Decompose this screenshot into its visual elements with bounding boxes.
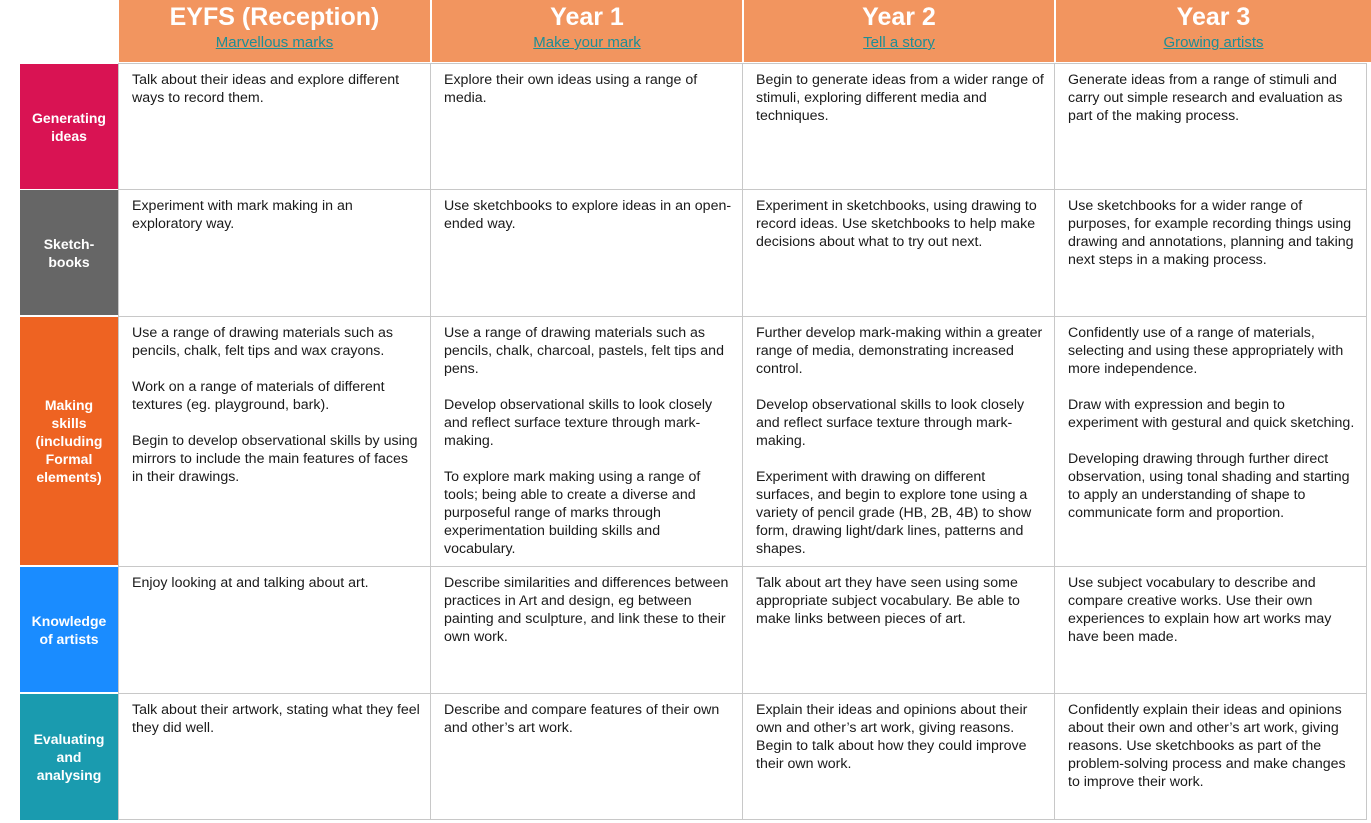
table-cell <box>1055 567 1367 694</box>
cell-text: Developing drawing through further direct observation, using tonal shading and starting to apply an understanding of shape to communicate form and proportion. <box>1068 451 1350 521</box>
table-cell <box>119 317 431 567</box>
column-topic-link[interactable]: Tell a story <box>863 34 935 51</box>
cell-text: Work on a range of materials of different textures (eg. playground, bark). <box>132 379 385 413</box>
table-cell <box>119 64 431 190</box>
table-cell <box>743 567 1055 694</box>
table-cell <box>431 694 743 820</box>
table-cell <box>431 64 743 190</box>
column-title: EYFS (Reception) <box>169 3 380 31</box>
row-label-evaluating-and-analysing: Evaluating and analysing <box>20 694 118 820</box>
cell-text: Describe and compare features of their own and other’s art work. <box>444 702 720 736</box>
cell-text: Develop observational skills to look closely and reflect surface texture through mark-making. <box>444 397 713 449</box>
table-cell <box>119 694 431 820</box>
cell-text: Explain their ideas and opinions about their own and other’s art work, giving reasons. Begin to talk about how they could improve their own work. <box>756 702 1028 772</box>
column-header-year-1 <box>432 0 742 62</box>
table-cell <box>431 190 743 317</box>
column-header-year-2 <box>744 0 1054 62</box>
row-label-making-skills: Making skills (including Formal elements) <box>20 317 118 565</box>
cell-text: Use subject vocabulary to describe and compare creative works. Use their own experiences to explain how art works may have been made. <box>1068 575 1332 645</box>
cell-text: Begin to develop observational skills by using mirrors to include the main features of faces in their drawings. <box>132 433 418 485</box>
cell-text: Use sketchbooks to explore ideas in an open-ended way. <box>444 198 732 232</box>
cell-text: Enjoy looking at and talking about art. <box>132 575 369 591</box>
table-cell <box>743 64 1055 190</box>
table-cell <box>119 567 431 694</box>
column-topic-link[interactable]: Growing artists <box>1163 34 1264 51</box>
cell-text: Further develop mark-making within a greater range of media, demonstrating increased control. <box>756 325 1043 377</box>
table-cell <box>1055 190 1367 317</box>
cell-text: Use a range of drawing materials such as pencils, chalk, charcoal, pastels, felt tips and pens. <box>444 325 724 377</box>
cell-text: Describe similarities and differences between practices in Art and design, eg between painting and sculpture, and link these to their own work. <box>444 575 729 645</box>
cell-text: Begin to generate ideas from a wider range of stimuli, exploring different media and techniques. <box>756 72 1044 124</box>
cell-text: Confidently explain their ideas and opinions about their own and other’s art work, giving reasons. Use sketchbooks as part of the problem-solving process and make changes to improve their work. <box>1068 702 1346 790</box>
cell-text: Experiment with drawing on different surfaces, and begin to explore tone using a variety of pencil grade (HB, 2B, 4B) to show form, drawing light/dark lines, patterns and shapes. <box>756 469 1032 557</box>
table-cell <box>743 317 1055 567</box>
table-cell <box>1055 64 1367 190</box>
column-topic-link[interactable]: Marvellous marks <box>215 34 334 51</box>
table-cell <box>743 190 1055 317</box>
cell-text: Use a range of drawing materials such as pencils, chalk, felt tips and wax crayons. <box>132 325 394 359</box>
row-label-sketchbooks: Sketch-books <box>20 190 118 315</box>
table-cell <box>1055 317 1367 567</box>
column-header-year-3 <box>1056 0 1371 62</box>
column-header-eyfs <box>119 0 430 62</box>
column-topic-link[interactable]: Make your mark <box>533 34 641 51</box>
column-title: Year 3 <box>1176 3 1251 31</box>
table-cell <box>1055 694 1367 820</box>
row-label-generating-ideas: Generating ideas <box>20 64 118 189</box>
cell-text: Draw with expression and begin to experiment with gestural and quick sketching. <box>1068 397 1355 431</box>
cell-text: Experiment with mark making in an exploratory way. <box>132 198 353 232</box>
table-cell <box>431 317 743 567</box>
cell-text: Use sketchbooks for a wider range of purposes, for example recording things using drawing and annotations, planning and taking next steps in a making process. <box>1068 198 1354 268</box>
cell-text: Confidently use of a range of materials, selecting and using these appropriately with more independence. <box>1068 325 1344 377</box>
table-cell <box>431 567 743 694</box>
cell-text: Talk about their artwork, stating what they feel they did well. <box>132 702 420 736</box>
row-label-knowledge-of-artists: Knowledge of artists <box>20 567 118 692</box>
column-title: Year 2 <box>862 3 936 31</box>
cell-text: Explore their own ideas using a range of media. <box>444 72 698 106</box>
cell-text: Develop observational skills to look closely and reflect surface texture through mark-making. <box>756 397 1025 449</box>
table-cell <box>119 190 431 317</box>
column-title: Year 1 <box>550 3 624 31</box>
cell-text: Talk about art they have seen using some appropriate subject vocabulary. Be able to make links between pieces of art. <box>756 575 1020 627</box>
cell-text: Generate ideas from a range of stimuli and carry out simple research and evaluation as part of the making process. <box>1068 72 1343 124</box>
cell-text: Talk about their ideas and explore different ways to record them. <box>132 72 400 106</box>
cell-text: Experiment in sketchbooks, using drawing to record ideas. Use sketchbooks to help make decisions about what to try out next. <box>756 198 1037 250</box>
cell-text: To explore mark making using a range of tools; being able to create a diverse and purposeful range of marks through experimentation building skills and vocabulary. <box>444 469 701 557</box>
table-cell <box>743 694 1055 820</box>
